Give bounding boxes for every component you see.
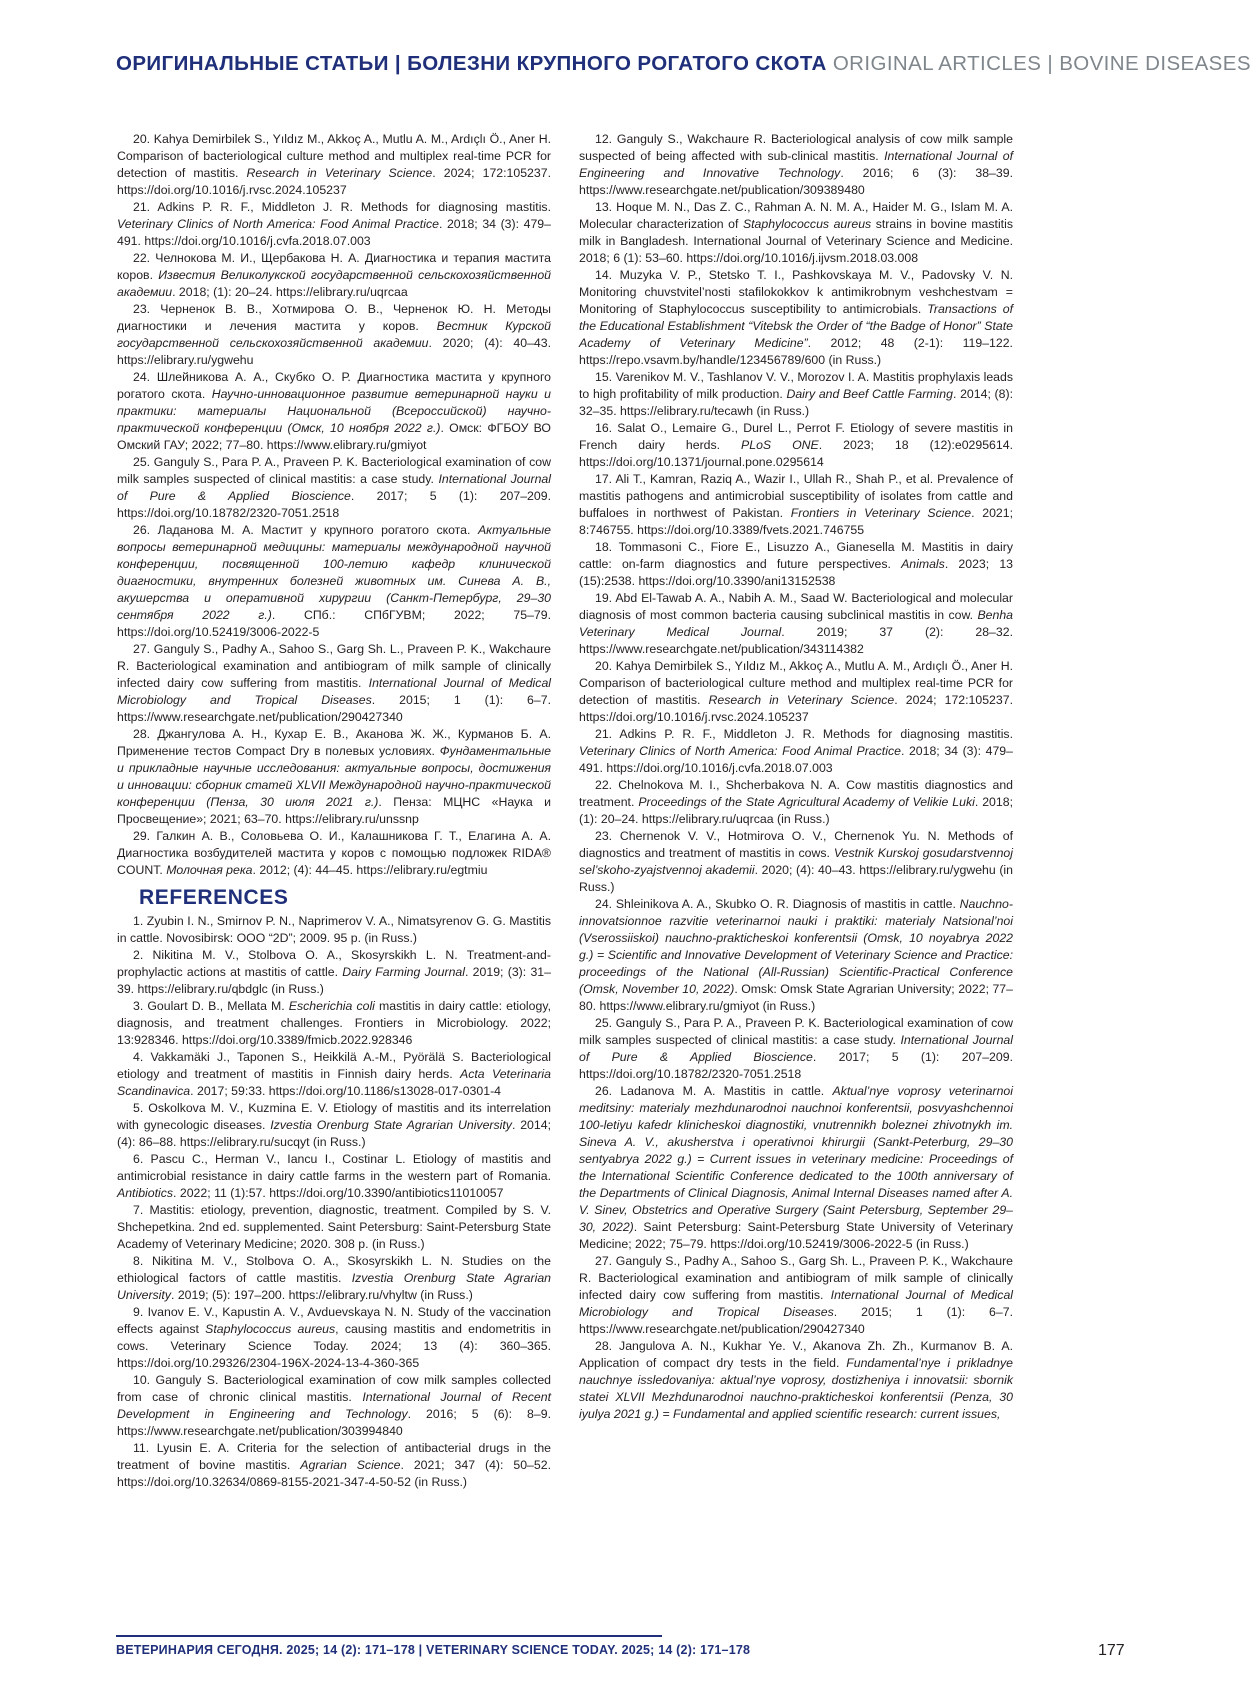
- reference-item: 9. Ivanov E. V., Kapustin A. V., Avduevskaya N. N. Study of the vaccination effects against Staphylococcus aureus, causing mastitis and endometritis in cows. Veterinary Science Today. 2024; 13 (4): 360–365. https://doi.org/10.29326/2304-196X-2024-13-4-360-365: [117, 1304, 551, 1372]
- running-header: [116, 52, 1251, 76]
- reference-item: 21. Adkins P. R. F., Middleton J. R. Methods for diagnosing mastitis. Veterinary Clinics of North America: Food Animal Practice. 2018; 34 (3): 479–491. https://doi.org/10.1016/j.cvfa.2018.07.003: [117, 199, 551, 250]
- reference-item: 25. Ganguly S., Para P. A., Praveen P. K. Bacteriological examination of cow milk samples suspected of clinical mastitis: a case study. International Journal of Pure & Applied Bioscience. 2017; 5 (1): 207–209. https://doi.org/10.18782/2320-7051.2518: [117, 454, 551, 522]
- reference-item: 26. Ladanova M. A. Mastitis in cattle. Aktual’nye voprosy veterinarnoi meditsiny: materialy mezhdunarodnoi nauchnoi konferentsii, posvyashchennoi 100-letiyu kafedr klinicheskoi diagnostiki, vnutrennikh boleznei zhivotnykh im. Sineva A. V., akusherstva i operativnoi khirurgii (Sankt-Peterburg, 29–30 sentyabrya 2022 g.) = Current issues in veterinary medicine: Proceedings of the International Scientific Conference dedicated to the 100th anniversary of the Departments of Clinical Diagnosis, Animal Internal Diseases named after A. V. Sinev, Obstetrics and Operative Surgery (Saint Petersburg, September 29–30, 2022). Saint Petersburg: Saint-Petersburg State University of Veterinary Medicine; 2022; 75–79. https://doi.org/10.52419/3006-2022-5 (in Russ.): [579, 1083, 1013, 1253]
- english-reference-list-part1: [117, 913, 551, 1491]
- reference-item: 26. Ладанова М. А. Мастит у крупного рогатого скота. Актуальные вопросы ветеринарной медицины: материалы международной научной конференции, посвященной 100-летию кафедр клинической диагностики, внутренних болезней животных им. Синева А. В., акушерства и оперативной хирургии (Санкт-Петербург, 29–30 сентября 2022 г.). СПб.: СПбГУВМ; 2022; 75–79. https://doi.org/10.52419/3006-2022-5: [117, 522, 551, 641]
- reference-item: 14. Muzyka V. P., Stetsko T. I., Pashkovskaya M. V., Padovsky V. N. Monitoring chuvstvitel’nosti stafilokokkov k antimikrobnym veshchestvam = Monitoring of Staphylococcus susceptibility to antimicrobials. Transactions of the Educational Establishment “Vitebsk the Order of “the Badge of Honor” State Academy of Veterinary Medicine”. 2012; 48 (2-1): 119–122. https://repo.vsavm.by/handle/123456789/600 (in Russ.): [579, 267, 1013, 369]
- reference-item: 28. Jangulova A. N., Kukhar Ye. V., Akanova Zh. Zh., Kurmanov B. A. Application of compact dry tests in the field. Fundamental’nye i prikladnye nauchnye issledovaniya: aktual’nye voprosy, dostizheniya i innovatsii: sbornik statei XLVII Mezhdunarodnoi nauchno-prakticheskoi konferentsii (Penza, 30 iyulya 2021 g.) = Fundamental and applied scientific research: current issues,: [579, 1338, 1013, 1423]
- russian-reference-list: [117, 131, 551, 879]
- reference-item: 28. Джангулова А. Н., Кухар Е. В., Аканова Ж. Ж., Курманов Б. А. Применение тестов Compact Dry в полевых условиях. Фундаментальные и прикладные научные исследования: актуальные вопросы, достижения и инновации: сборник статей XLVII Международной научно-практической конференции (Пенза, 30 июля 2021 г.). Пенза: МЦНС «Наука и Просвещение»; 2021; 63–70. https://elibrary.ru/unssnp: [117, 726, 551, 828]
- reference-item: 4. Vakkamäki J., Taponen S., Heikkilä A.-M., Pyörälä S. Bacteriological etiology and treatment of mastitis in Finnish dairy herds. Acta Veterinaria Scandinavica. 2017; 59:33. https://doi.org/10.1186/s13028-017-0301-4: [117, 1049, 551, 1100]
- reference-item: 27. Ganguly S., Padhy A., Sahoo S., Garg Sh. L., Praveen P. K., Wakchaure R. Bacteriological examination and antibiogram of milk sample of clinically infected dairy cow suffering from mastitis. International Journal of Medical Microbiology and Tropical Diseases. 2015; 1 (1): 6–7. https://www.researchgate.net/publication/290427340: [117, 641, 551, 726]
- reference-item: 2. Nikitina M. V., Stolbova O. A., Skosyrskikh L. N. Treatment-and-prophylactic actions at mastitis of cattle. Dairy Farming Journal. 2019; (3): 31–39. https://elibrary.ru/qbdglc (in Russ.): [117, 947, 551, 998]
- reference-item: 16. Salat O., Lemaire G., Durel L., Perrot F. Etiology of severe mastitis in French dairy herds. PLoS ONE. 2023; 18 (12):e0295614. https://doi.org/10.1371/journal.pone.0295614: [579, 420, 1013, 471]
- reference-item: 24. Шлейникова А. А., Скубко О. Р. Диагностика мастита у крупного рогатого скота. Научно-инновационное развитие ветеринарной науки и практики: материалы Национальной (Всероссийской) научно-практической конференции (Омск, 10 ноября 2022 г.). Омск: ФГБОУ ВО Омский ГАУ; 2022; 77–80. https://www.elibrary.ru/gmiyot: [117, 369, 551, 454]
- reference-item: 8. Nikitina M. V., Stolbova O. A., Skosyrskikh L. N. Studies on the ethiological factors of cattle mastitis. Izvestia Orenburg State Agrarian University. 2019; (5): 197–200. https://elibrary.ru/vhyltw (in Russ.): [117, 1253, 551, 1304]
- reference-item: 19. Abd El-Tawab A. A., Nabih A. M., Saad W. Bacteriological and molecular diagnosis of most common bacteria causing subclinical mastitis in cow. Benha Veterinary Medical Journal. 2019; 37 (2): 28–32. https://www.researchgate.net/publication/343114382: [579, 590, 1013, 658]
- reference-item: 13. Hoque M. N., Das Z. C., Rahman A. N. M. A., Haider M. G., Islam M. A. Molecular characterization of Staphylococcus aureus strains in bovine mastitis milk in Bangladesh. International Journal of Veterinary Science and Medicine. 2018; 6 (1): 53–60. https://doi.org/10.1016/j.ijvsm.2018.03.008: [579, 199, 1013, 267]
- reference-item: 25. Ganguly S., Para P. A., Praveen P. K. Bacteriological examination of cow milk samples suspected of clinical mastitis: a case study. International Journal of Pure & Applied Bioscience. 2017; 5 (1): 207–209. https://doi.org/10.18782/2320-7051.2518: [579, 1015, 1013, 1083]
- page-number: 177: [1098, 1642, 1125, 1660]
- reference-item: 12. Ganguly S., Wakchaure R. Bacteriological analysis of cow milk sample suspected of being affected with sub-clinical mastitis. International Journal of Engineering and Innovative Technology. 2016; 6 (3): 38–39. https://www.researchgate.net/publication/309389480: [579, 131, 1013, 199]
- reference-item: 7. Mastitis: etiology, prevention, diagnostic, treatment. Compiled by S. V. Shchepetkina. 2nd ed. supplemented. Saint Petersburg: Saint-Petersburg State Academy of Veterinary Medicine; 2020. 308 p. (in Russ.): [117, 1202, 551, 1253]
- reference-item: 29. Галкин А. В., Соловьева О. И., Калашникова Г. Т., Елагина А. А. Диагностика возбудителей мастита у коров с помощью подложек RIDA® COUNT. Молочная река. 2012; (4): 44–45. https://elibrary.ru/egtmiu: [117, 828, 551, 879]
- reference-item: 23. Черненок В. В., Хотмирова О. В., Черненок Ю. Н. Методы диагностики и лечения мастита у коров. Вестник Курской государственной сельскохозяйственной академии. 2020; (4): 40–43. https://elibrary.ru/ygwehu: [117, 301, 551, 369]
- reference-item: 24. Shleinikova A. A., Skubko O. R. Diagnosis of mastitis in cattle. Nauchno-innovatsionnoe razvitie veterinarnoi nauki i praktiki: materialy Natsional’noi (Vserossiiskoi) nauchno-prakticheskoi konferentsii (Omsk, 10 noyabrya 2022 g.) = Scientific and Innovative Development of Veterinary Science and Practice: proceedings of the National (All-Russian) Scientific-Practical Conference (Omsk, November 10, 2022). Omsk: Omsk State Agrarian University; 2022; 77–80. https://www.elibrary.ru/gmiyot (in Russ.): [579, 896, 1013, 1015]
- reference-item: 17. Ali T., Kamran, Raziq A., Wazir I., Ullah R., Shah P., et al. Prevalence of mastitis pathogens and antimicrobial susceptibility of isolates from cattle and buffaloes in northwest of Pakistan. Frontiers in Veterinary Science. 2021; 8:746755. https://doi.org/10.3389/fvets.2021.746755: [579, 471, 1013, 539]
- english-reference-list-part2: [579, 131, 1013, 1423]
- reference-item: 20. Kahya Demirbilek S., Yıldız M., Akkoç A., Mutlu A. M., Ardıçlı Ö., Aner H. Comparison of bacteriological culture method and multiplex real-time PCR for detection of mastitis. Research in Veterinary Science. 2024; 172:105237. https://doi.org/10.1016/j.rvsc.2024.105237: [117, 131, 551, 199]
- reference-item: 3. Goulart D. B., Mellata M. Escherichia coli mastitis in dairy cattle: etiology, diagnosis, and treatment challenges. Frontiers in Microbiology. 2022; 13:928346. https://doi.org/10.3389/fmicb.2022.928346: [117, 998, 551, 1049]
- reference-item: 5. Oskolkova M. V., Kuzmina E. V. Etiology of mastitis and its interrelation with gynecologic diseases. Izvestia Orenburg State Agrarian University. 2014; (4): 86–88. https://elibrary.ru/sucqyt (in Russ.): [117, 1100, 551, 1151]
- reference-item: 18. Tommasoni C., Fiore E., Lisuzzo A., Gianesella M. Mastitis in dairy cattle: on-farm diagnostics and future perspectives. Animals. 2023; 13 (15):2538. https://doi.org/10.3390/ani13152538: [579, 539, 1013, 590]
- header-section-en: ORIGINAL ARTICLES | BOVINE DISEASES: [833, 52, 1251, 75]
- footer-rule: [116, 1635, 662, 1637]
- reference-item: 21. Adkins P. R. F., Middleton J. R. Methods for diagnosing mastitis. Veterinary Clinics of North America: Food Animal Practice. 2018; 34 (3): 479–491. https://doi.org/10.1016/j.cvfa.2018.07.003: [579, 726, 1013, 777]
- right-column: [579, 131, 1013, 1423]
- reference-item: 10. Ganguly S. Bacteriological examination of cow milk samples collected from case of chronic clinical mastitis. International Journal of Recent Development in Engineering and Technology. 2016; 5 (6): 8–9. https://www.researchgate.net/publication/303994840: [117, 1372, 551, 1440]
- reference-item: 15. Varenikov M. V., Tashlanov V. V., Morozov I. A. Mastitis prophylaxis leads to high profitability of milk production. Dairy and Beef Cattle Farming. 2014; (8): 32–35. https://elibrary.ru/tecawh (in Russ.): [579, 369, 1013, 420]
- reference-item: 6. Pascu C., Herman V., Iancu I., Costinar L. Etiology of mastitis and antimicrobial resistance in dairy cattle farms in the western part of Romania. Antibiotics. 2022; 11 (1):57. https://doi.org/10.3390/antibiotics11010057: [117, 1151, 551, 1202]
- left-column: [117, 131, 551, 1491]
- footer-citation: ВЕТЕРИНАРИЯ СЕГОДНЯ. 2025; 14 (2): 171–178 | VETERINARY SCIENCE TODAY. 2025; 14 (2): 171–178: [116, 1643, 750, 1657]
- reference-item: 27. Ganguly S., Padhy A., Sahoo S., Garg Sh. L., Praveen P. K., Wakchaure R. Bacteriological examination and antibiogram of milk sample of clinically infected dairy cow suffering from mastitis. International Journal of Medical Microbiology and Tropical Diseases. 2015; 1 (1): 6–7. https://www.researchgate.net/publication/290427340: [579, 1253, 1013, 1338]
- reference-item: 1. Zyubin I. N., Smirnov P. N., Naprimerov V. A., Nimatsyrenov G. G. Mastitis in cattle. Novosibirsk: OOO “2D”; 2009. 95 p. (in Russ.): [117, 913, 551, 947]
- reference-item: 22. Chelnokova M. I., Shcherbakova N. A. Cow mastitis diagnostics and treatment. Proceedings of the State Agricultural Academy of Velikie Luki. 2018; (1): 20–24. https://elibrary.ru/uqrcaa (in Russ.): [579, 777, 1013, 828]
- reference-item: 11. Lyusin E. A. Criteria for the selection of antibacterial drugs in the treatment of bovine mastitis. Agrarian Science. 2021; 347 (4): 50–52. https://doi.org/10.32634/0869-8155-2021-347-4-50-52 (in Russ.): [117, 1440, 551, 1491]
- reference-item: 22. Челнокова М. И., Щербакова Н. А. Диагностика и терапия мастита коров. Известия Великолукской государственной сельскохозяйственной академии. 2018; (1): 20–24. https://elibrary.ru/uqrcaa: [117, 250, 551, 301]
- reference-item: 20. Kahya Demirbilek S., Yıldız M., Akkoç A., Mutlu A. M., Ardıçlı Ö., Aner H. Comparison of bacteriological culture method and multiplex real-time PCR for detection of mastitis. Research in Veterinary Science. 2024; 172:105237. https://doi.org/10.1016/j.rvsc.2024.105237: [579, 658, 1013, 726]
- reference-item: 23. Chernenok V. V., Hotmirova O. V., Chernenok Yu. N. Methods of diagnostics and treatment of mastitis in cows. Vestnik Kurskoj gosudarstvennoj sel’skoho-zyajstvennoj akademii. 2020; (4): 40–43. https://elibrary.ru/ygwehu (in Russ.): [579, 828, 1013, 896]
- references-heading: REFERENCES: [139, 885, 551, 911]
- header-section-ru: ОРИГИНАЛЬНЫЕ СТАТЬИ | БОЛЕЗНИ КРУПНОГО РОГАТОГО СКОТА: [116, 52, 827, 75]
